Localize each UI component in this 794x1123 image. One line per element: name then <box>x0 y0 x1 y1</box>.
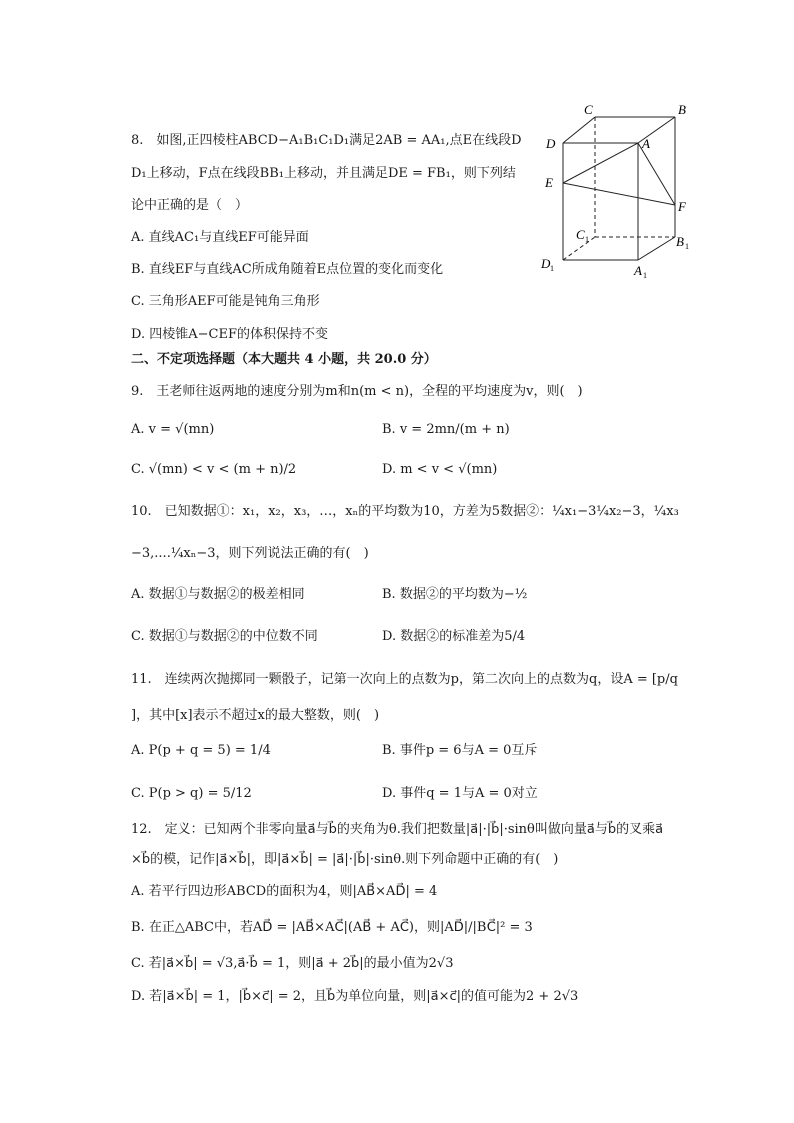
label-c: C <box>584 102 593 117</box>
q10-option-c: C. 数据①与数据②的中位数不同 <box>131 629 318 644</box>
label-b: B <box>678 102 686 117</box>
q8-option-d: D. 四棱锥A−CEF的体积保持不变 <box>131 327 328 342</box>
q12-stem-line1: 12. 定义：已知两个非零向量a⃗与b⃗的夹角为θ.我们把数量|a⃗|·|b⃗|·sinθ叫做向量a⃗与b⃗的叉乘a⃗ <box>131 822 664 837</box>
q9-option-a: A. v = √(mn) <box>131 422 215 437</box>
prism-figure <box>538 100 718 290</box>
label-c1-sub: 1 <box>585 235 589 244</box>
section-title: 二、不定项选择题（本大题共 4 小题，共 20.0 分） <box>131 352 437 367</box>
label-a: A <box>642 136 650 151</box>
q11-option-c: C. P(p > q) = 5/12 <box>131 786 252 801</box>
q12-option-b: B. 在正△ABC中，若AD⃗ = |AB⃗×AC⃗|(AB⃗ + AC⃗)，则|AD⃗|/|BC⃗|² = 3 <box>131 920 533 935</box>
q12-option-d: D. 若|a⃗×b⃗| = 1，|b⃗×c⃗| = 2，且b⃗为单位向量，则|a⃗×c⃗|的值可能为2 + 2√3 <box>131 989 579 1004</box>
q11-option-a: A. P(p + q = 5) = 1/4 <box>131 743 271 758</box>
label-a1-sub: 1 <box>643 271 647 280</box>
label-b1-sub: 1 <box>685 242 689 251</box>
q12-option-c: C. 若|a⃗×b⃗| = √3,a⃗·b⃗ = 1，则|a⃗ + 2b⃗|的最小值为2√3 <box>131 956 454 971</box>
q10-option-a: A. 数据①与数据②的极差相同 <box>131 587 305 602</box>
q10-stem-line1: 10. 已知数据①：x₁，x₂，x₃，…，xₙ的平均数为10，方差为5数据②：¼x₁−3¼x₂−3，¼x₃ <box>131 504 679 519</box>
q11-stem-line2: ]，其中[x]表示不超过x的最大整数，则( ) <box>131 708 380 723</box>
label-d1: D <box>541 256 551 271</box>
q8-option-b: B. 直线EF与直线AC所成角随着E点位置的变化而变化 <box>131 262 444 277</box>
q9-option-c: C. √(mn) < v < (m + n)/2 <box>131 462 297 477</box>
q9-option-b: B. v = 2mn/(m + n) <box>382 422 510 437</box>
q11-stem-line1: 11. 连续两次抛掷同一颗骰子，记第一次向上的点数为p，第二次向上的点数为q，设A = [p/q <box>131 672 678 687</box>
q11-option-d: D. 事件q = 1与A = 0对立 <box>382 786 538 801</box>
label-e: E <box>545 175 553 190</box>
label-a1: A <box>634 263 642 278</box>
q9-option-d: D. m < v < √(mn) <box>382 462 498 477</box>
q8-stem-line3: 论中正确的是（ ） <box>131 198 249 213</box>
q9-stem: 9. 王老师往返两地的速度分别为m和n(m < n)，全程的平均速度为v，则( ) <box>131 384 583 399</box>
q12-option-a: A. 若平行四边形ABCD的面积为4，则|AB⃗×AD⃗| = 4 <box>131 884 438 899</box>
q11-option-b: B. 事件p = 6与A = 0互斥 <box>382 743 538 758</box>
q12-stem-line2: ×b⃗的模，记作|a⃗×b⃗|，即|a⃗×b⃗| = |a⃗|·|b⃗|·sinθ.则下列命题中正确的有( ) <box>131 852 559 867</box>
q8-option-c: C. 三角形AEF可能是钝角三角形 <box>131 294 320 309</box>
label-c1: C <box>576 227 585 242</box>
q8-stem-line2: D₁上移动，F点在线段BB₁上移动，并且满足DE = FB₁，则下列结 <box>131 166 516 181</box>
label-d: D <box>546 136 556 151</box>
label-b1: B <box>676 234 684 249</box>
q10-option-d: D. 数据②的标准差为5/4 <box>382 629 526 644</box>
q10-option-b: B. 数据②的平均数为−½ <box>382 587 528 602</box>
q10-stem-line2: −3,....¼xₙ−3，则下列说法正确的有( ) <box>131 546 369 561</box>
q8-stem-line1: 8. 如图,正四棱柱ABCD−A₁B₁C₁D₁满足2AB = AA₁,点E在线段D <box>131 133 522 148</box>
q8-option-a: A. 直线AC₁与直线EF可能异面 <box>131 230 309 245</box>
label-d1-sub: 1 <box>550 264 554 273</box>
label-f: F <box>678 199 686 214</box>
